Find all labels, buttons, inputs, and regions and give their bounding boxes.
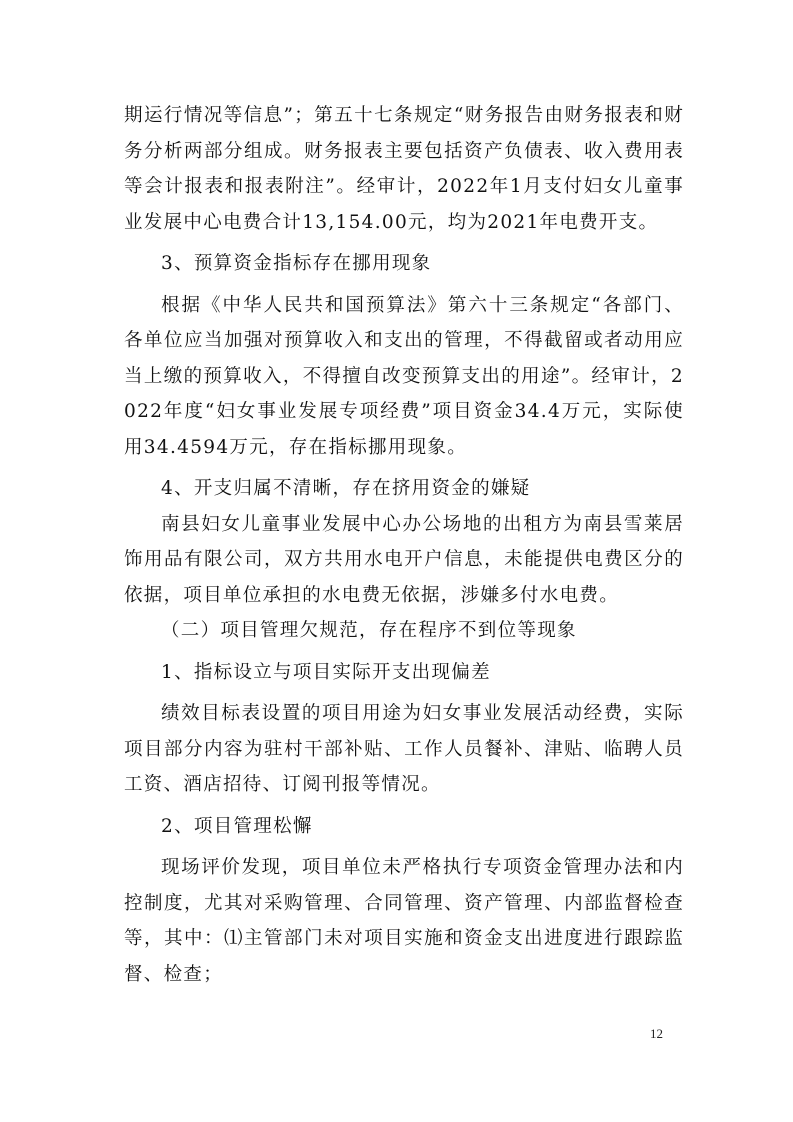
paragraph-performance-targets: 绩效目标表设置的项目用途为妇女事业发展活动经费，实际项目部分内容为驻村干部补贴、工作人员餐补、津贴、临聘人员工资、酒店招待、订阅刊报等情况。 — [124, 703, 684, 795]
document-body — [124, 98, 684, 992]
page-number: 12 — [650, 1026, 663, 1041]
heading-expense-attribution: 4、开支归属不清晰，存在挤用资金的嫌疑 — [161, 478, 531, 499]
heading-budget-misuse: 3、预算资金指标存在挪用现象 — [161, 253, 432, 274]
paragraph-onsite-evaluation: 现场评价发现，项目单位未严格执行专项资金管理办法和内控制度，尤其对采购管理、合同管理、资产管理、内部监督检查等，其中：⑴主管部门未对项目实施和资金支出进度进行跟踪监督、检查； — [124, 857, 684, 985]
paragraph-budget-law: 根据《中华人民共和国预算法》第六十三条规定“各部门、各单位应当加强对预算收入和支出的管理，不得截留或者动用应当上缴的预算收入，不得擅自改变预算支出的用途”。经审计，2022年度“妇女事业发展专项经费”项目资金34.4万元，实际使用34.4594万元，存在指标挪用现象。 — [124, 294, 684, 458]
heading-indicator-deviation: 1、指标设立与项目实际开支出现偏差 — [161, 661, 491, 683]
heading-project-management: （二）项目管理欠规范，存在程序不到位等现象 — [161, 620, 577, 641]
paragraph-audit-finding-electricity: 期运行情况等信息”；第五十七条规定“财务报告由财务报表和财务分析两部分组成。财务报表主要包括资产负债表、收入费用表等会计报表和报表附注”。经审计，2022年1月支付妇女儿童事业发展中心电费合计13,154.00元，均为2021年电费开支。 — [124, 105, 684, 233]
paragraph-utility-sharing: 南县妇女儿童事业发展中心办公场地的出租方为南县雪莱居饰用品有限公司，双方共用水电开户信息，未能提供电费区分的依据，项目单位承担的水电费无依据，涉嫌多付水电费。 — [124, 513, 684, 606]
heading-management-laxity: 2、项目管理松懈 — [161, 815, 313, 837]
